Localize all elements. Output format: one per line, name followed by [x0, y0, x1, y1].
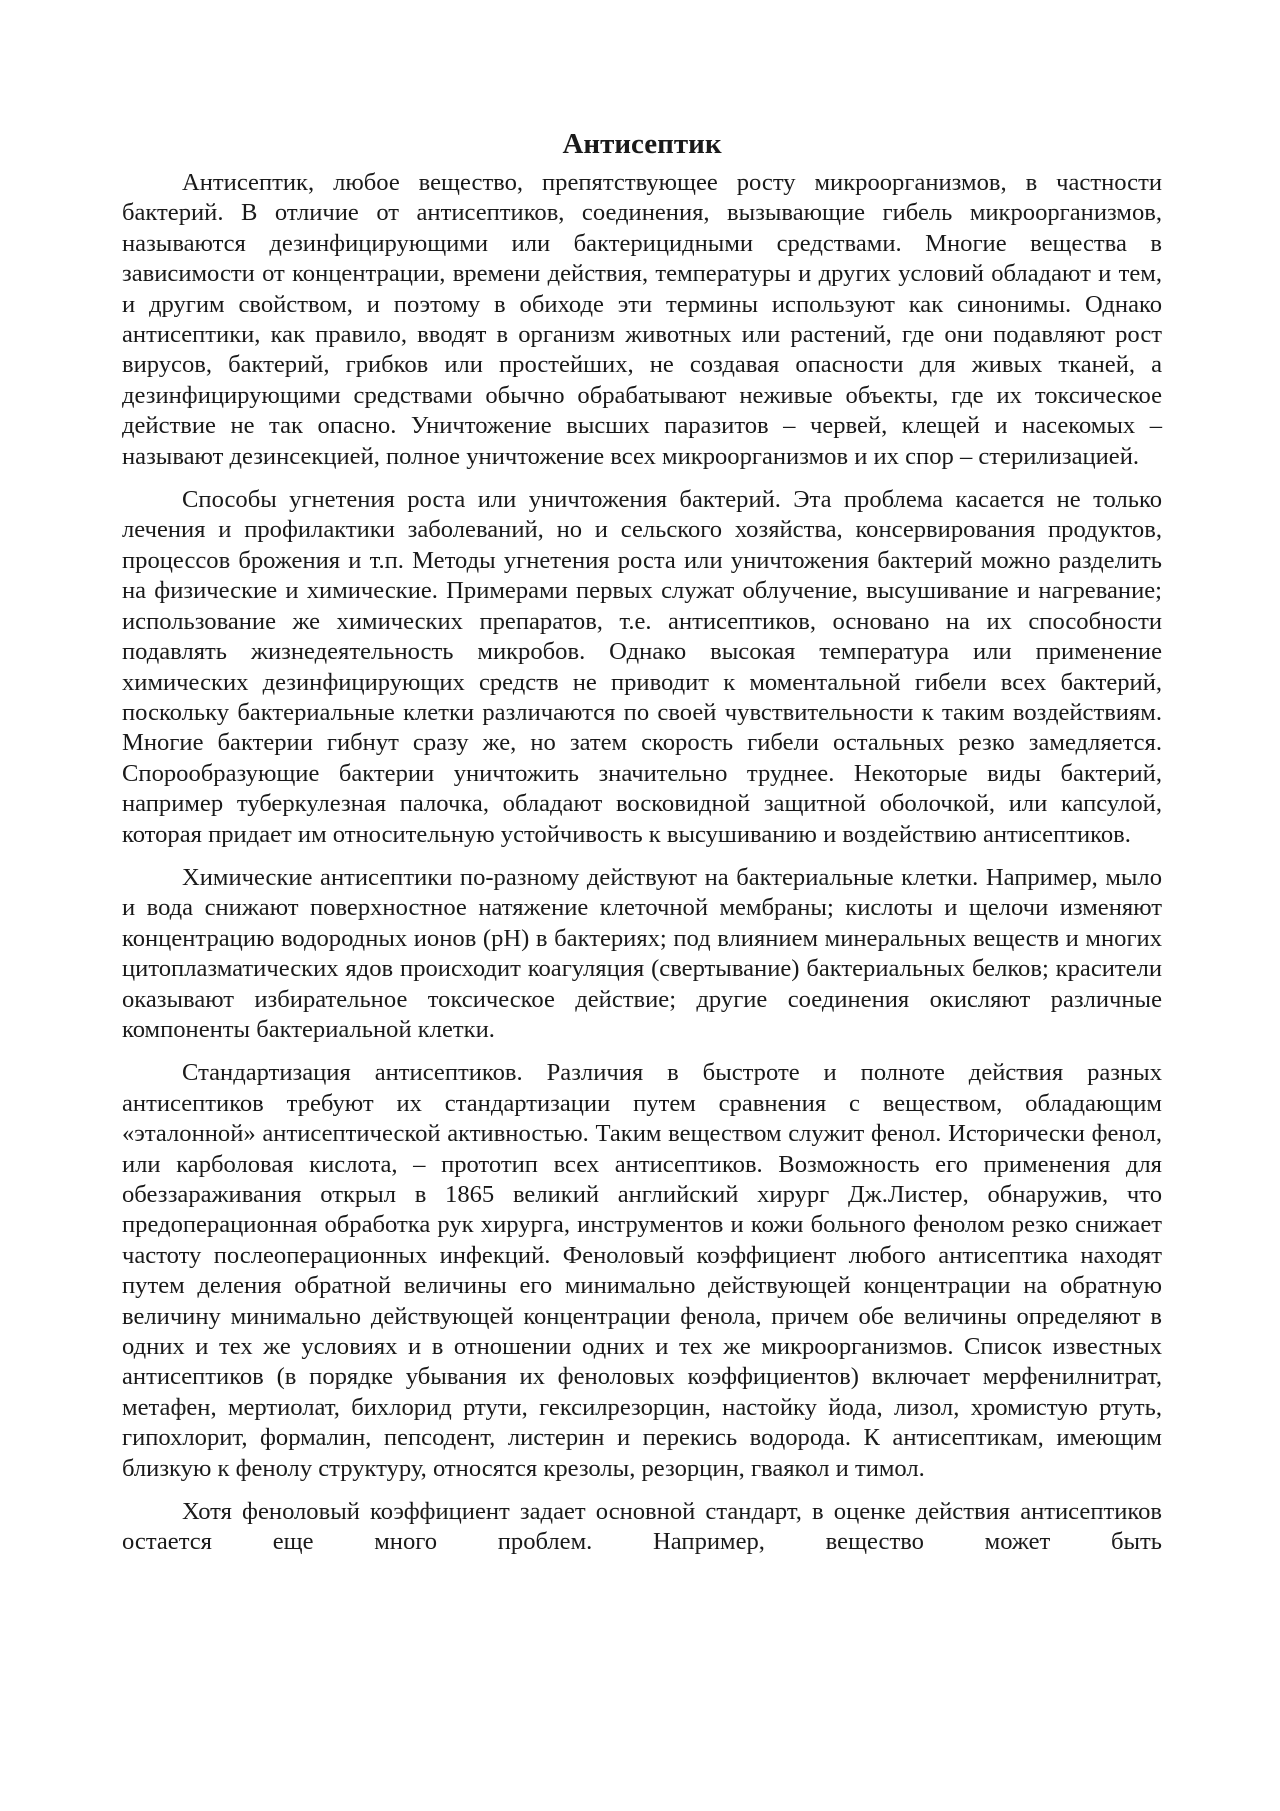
paragraph-suppression-methods: Способы угнетения роста или уничтожения бактерий. Эта проблема касается не только лечения и профилактики заболеваний, но и сельского хозяйства, консервирования продуктов, процессов брожения и т.п. Методы угнетения роста или уничтожения бактерий можно разделить на физические и химические. Примерами первых служат облучение, высушивание и нагревание; использование же химических препаратов, т.е. антисептиков, основано на их способности подавлять жизнедеятельность микробов. Однако высокая температура или применение химических дезинфицирующих средств не приводит к моментальной гибели всех бактерий, поскольку бактериальные клетки различаются по своей чувствительности к таким воздействиям. Многие бактерии гибнут сразу же, но затем скорость гибели остальных резко замедляется. Спорообразующие бактерии уничтожить значительно труднее. Некоторые виды бактерий, например туберкулезная палочка, обладают восковидной защитной оболочкой, или капсулой, которая придает им относительную устойчивость к высушиванию и воздействию антисептиков. — [122, 486, 1162, 848]
paragraph-phenol-coefficient: Хотя феноловый коэффициент задает основной стандарт, в оценке действия антисептиков остается еще много проблем. Например, вещество может быть — [122, 1498, 1162, 1556]
paragraph-standardization: Стандартизация антисептиков. Различия в быстроте и полноте действия разных антисептиков требуют их стандартизации путем сравнения с веществом, обладающим «эталонной» антисептической активностью. Таким веществом служит фенол. Исторически фенол, или карболовая кислота, – прототип всех антисептиков. Возможность его применения для обеззараживания открыл в 1865 великий английский хирург Дж.Листер, обнаружив, что предоперационная обработка рук хирурга, инструментов и кожи больного фенолом резко снижает частоту послеоперационных инфекций. Феноловый коэффициент любого антисептика находят путем деления обратной величины его минимально действующей концентрации на обратную величину минимально действующей концентрации фенола, причем обе величины определяют в одних и тех же условиях и в отношении одних и тех же микроорганизмов. Список известных антисептиков (в порядке убывания их феноловых коэффициентов) включает мерфенилнитрат, метафен, мертиолат, бихлорид ртути, гексилрезорцин, настойку йода, лизол, хромистую ртуть, гипохлорит, формалин, пепсодент, листерин и перекись водорода. К антисептикам, имеющим близкую к фенолу структуру, относятся крезолы, резорцин, гваякол и тимол. — [122, 1059, 1162, 1482]
document-title: Антисептик — [562, 128, 722, 160]
document-body — [122, 122, 1162, 1558]
paragraph-chemical-action: Химические антисептики по-разному действуют на бактериальные клетки. Например, мыло и вода снижают поверхностное натяжение клеточной мембраны; кислоты и щелочи изменяют концентрацию водородных ионов (pH) в бактериях; под влиянием минеральных веществ и многих цитоплазматических ядов происходит коагуляция (свертывание) бактериальных белков; красители оказывают избирательное токсическое действие; другие соединения окисляют различные компоненты бактериальной клетки. — [122, 863, 1162, 1043]
paragraph-definition: Антисептик, любое вещество, препятствующее росту микроорганизмов, в частности бактерий. В отличие от антисептиков, соединения, вызывающие гибель микроорганизмов, называются дезинфицирующими или бактерицидными средствами. Многие вещества в зависимости от концентрации, времени действия, температуры и других условий обладают и тем, и другим свойством, и поэтому в обиходе эти термины используют как синонимы. Однако антисептики, как правило, вводят в организм животных или растений, где они подавляют рост вирусов, бактерий, грибков или простейших, не создавая опасности для живых тканей, а дезинфицирующими средствами обычно обрабатывают неживые объекты, где их токсическое действие не так опасно. Уничтожение высших паразитов – червей, клещей и насекомых – называют дезинсекцией, полное уничтожение всех микроорганизмов и их спор – стерилизацией. — [122, 169, 1162, 470]
